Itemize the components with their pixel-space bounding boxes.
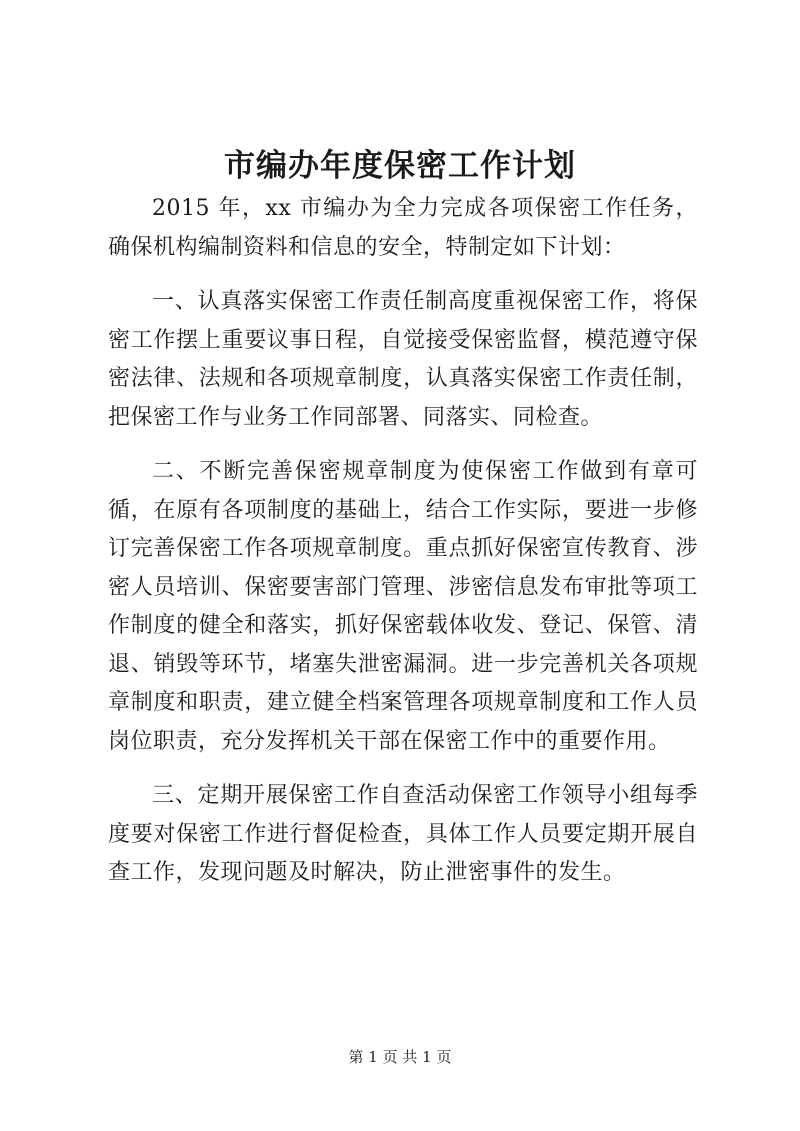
paragraph-intro: 2015 年，xx 市编办为全力完成各项保密工作任务，确保机构编制资料和信息的安全，特制定如下计划：: [108, 196, 698, 260]
page-number-footer: 第 1 页 共 1 页: [348, 1048, 452, 1066]
paragraph-section-1: 一、认真落实保密工作责任制高度重视保密工作，将保密工作摆上重要议事日程，自觉接受保密监督，模范遵守保密法律、法规和各项规章制度，认真落实保密工作责任制，把保密工作与业务工作同部署、同落实、同检查。: [108, 289, 698, 430]
document-title: 市编办年度保密工作计划: [224, 148, 576, 184]
paragraph-section-3: 三、定期开展保密工作自查活动保密工作领导小组每季度要对保密工作进行督促检查，具体工作人员要定期开展自查工作，发现问题及时解决，防止泄密事件的发生。: [108, 783, 698, 885]
paragraph-section-2: 二、不断完善保密规章制度为使保密工作做到有章可循，在原有各项制度的基础上，结合工作实际，要进一步修订完善保密工作各项规章制度。重点抓好保密宣传教育、涉密人员培训、保密要害部门管理、涉密信息发布审批等项工作制度的健全和落实，抓好保密载体收发、登记、保管、清退、销毁等环节，堵塞失泄密漏洞。进一步完善机关各项规章制度和职责，建立健全档案管理各项规章制度和工作人员岗位职责，充分发挥机关干部在保密工作中的重要作用。: [108, 459, 698, 754]
document-body: [108, 190, 698, 909]
